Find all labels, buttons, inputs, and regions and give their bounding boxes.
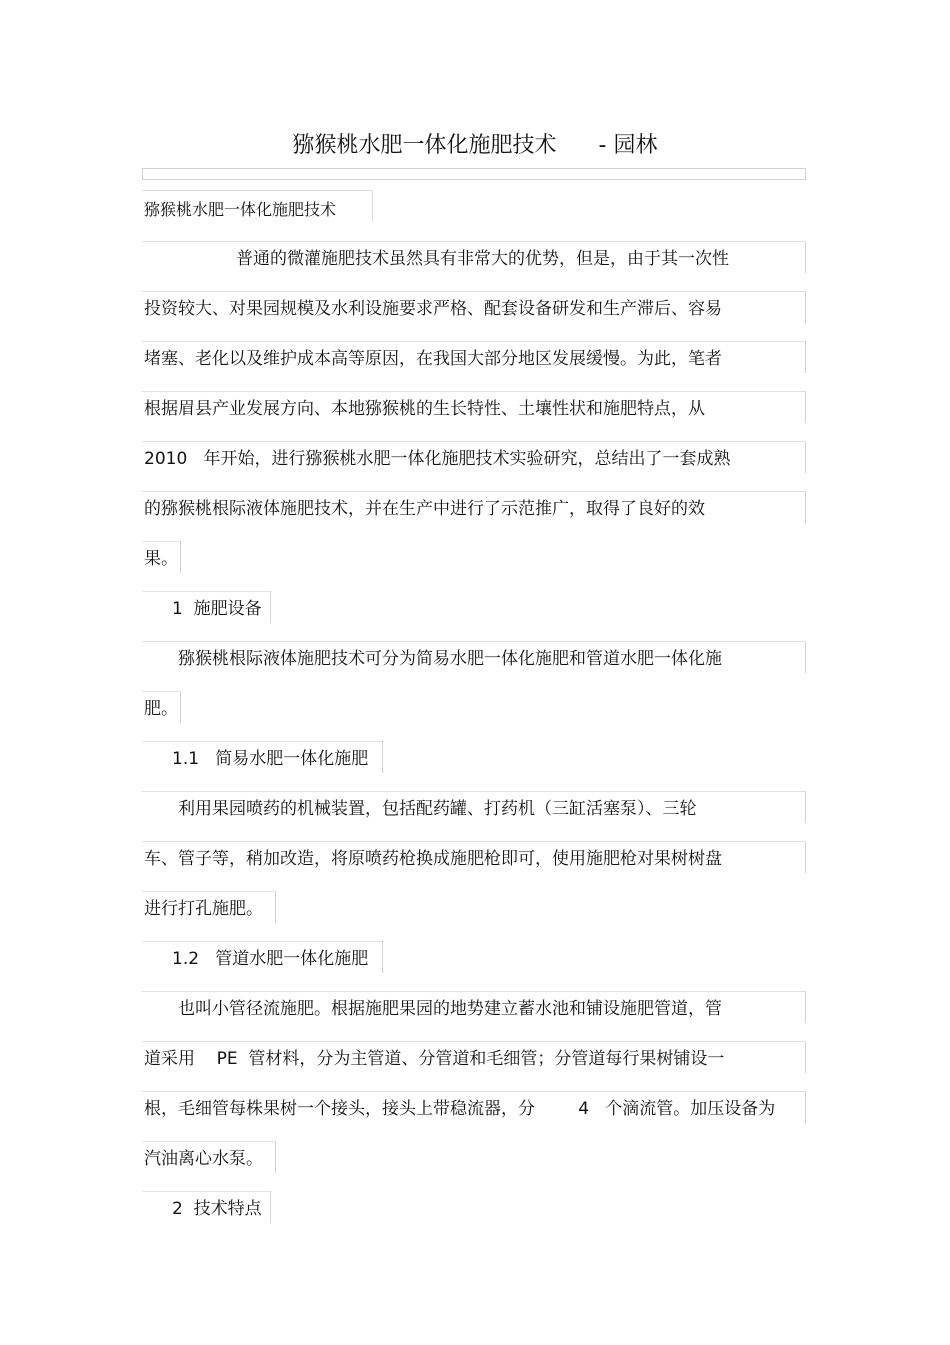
paragraph-line: 根据眉县产业发展方向、本地猕猴桃的生长特性、土壤性状和施肥特点，从 bbox=[144, 399, 705, 419]
paragraph-line: 投资较大、对果园规模及水利设施要求严格、配套设备研发和生产滞后、容易 bbox=[144, 299, 722, 319]
paragraph-line: 也叫小管径流施肥。根据施肥果园的地势建立蓄水池和铺设施肥管道，管 bbox=[178, 999, 722, 1019]
paragraph-line: 肥。 bbox=[144, 699, 178, 719]
paragraph-line: 堵塞、老化以及维护成本高等原因，在我国大部分地区发展缓慢。为此，笔者 bbox=[144, 349, 722, 369]
paragraph-line: 的猕猴桃根际液体施肥技术，并在生产中进行了示范推广，取得了良好的效 bbox=[144, 499, 705, 519]
paragraph-line: 普通的微灌施肥技术虽然具有非常大的优势，但是，由于其一次性 bbox=[236, 249, 729, 269]
section-heading: 2 技术特点 bbox=[172, 1199, 262, 1219]
paragraph-line: 车、管子等，稍加改造，将原喷药枪换成施肥枪即可，使用施肥枪对果树树盘 bbox=[144, 849, 722, 869]
paragraph-line: 汽油离心水泵。 bbox=[144, 1149, 263, 1169]
paragraph-line: 根，毛细管每株果树一个接头，接头上带稳流器，分 4 个滴流管。加压设备为 bbox=[144, 1099, 776, 1119]
page-title: 猕猴桃水肥一体化施肥技术 - 园林 bbox=[292, 133, 658, 158]
subtitle: 猕猴桃水肥一体化施肥技术 bbox=[144, 200, 337, 219]
section-heading: 1.1 简易水肥一体化施肥 bbox=[172, 749, 369, 769]
paragraph-line: 2010 年开始，进行猕猴桃水肥一体化施肥技术实验研究，总结出了一套成熟 bbox=[144, 449, 731, 469]
paragraph-line: 果。 bbox=[144, 549, 178, 569]
paragraph-line: 道采用 PE 管材料，分为主管道、分管道和毛细管；分管道每行果树铺设一 bbox=[144, 1049, 725, 1069]
paragraph-line: 进行打孔施肥。 bbox=[144, 899, 263, 919]
header-divider bbox=[142, 168, 806, 180]
paragraph-line: 利用果园喷药的机械装置，包括配药罐、打药机（三缸活塞泵）、三轮 bbox=[178, 799, 697, 819]
paragraph-line: 猕猴桃根际液体施肥技术可分为简易水肥一体化施肥和管道水肥一体化施 bbox=[178, 649, 722, 669]
section-heading: 1 施肥设备 bbox=[172, 599, 262, 619]
section-heading: 1.2 管道水肥一体化施肥 bbox=[172, 949, 369, 969]
